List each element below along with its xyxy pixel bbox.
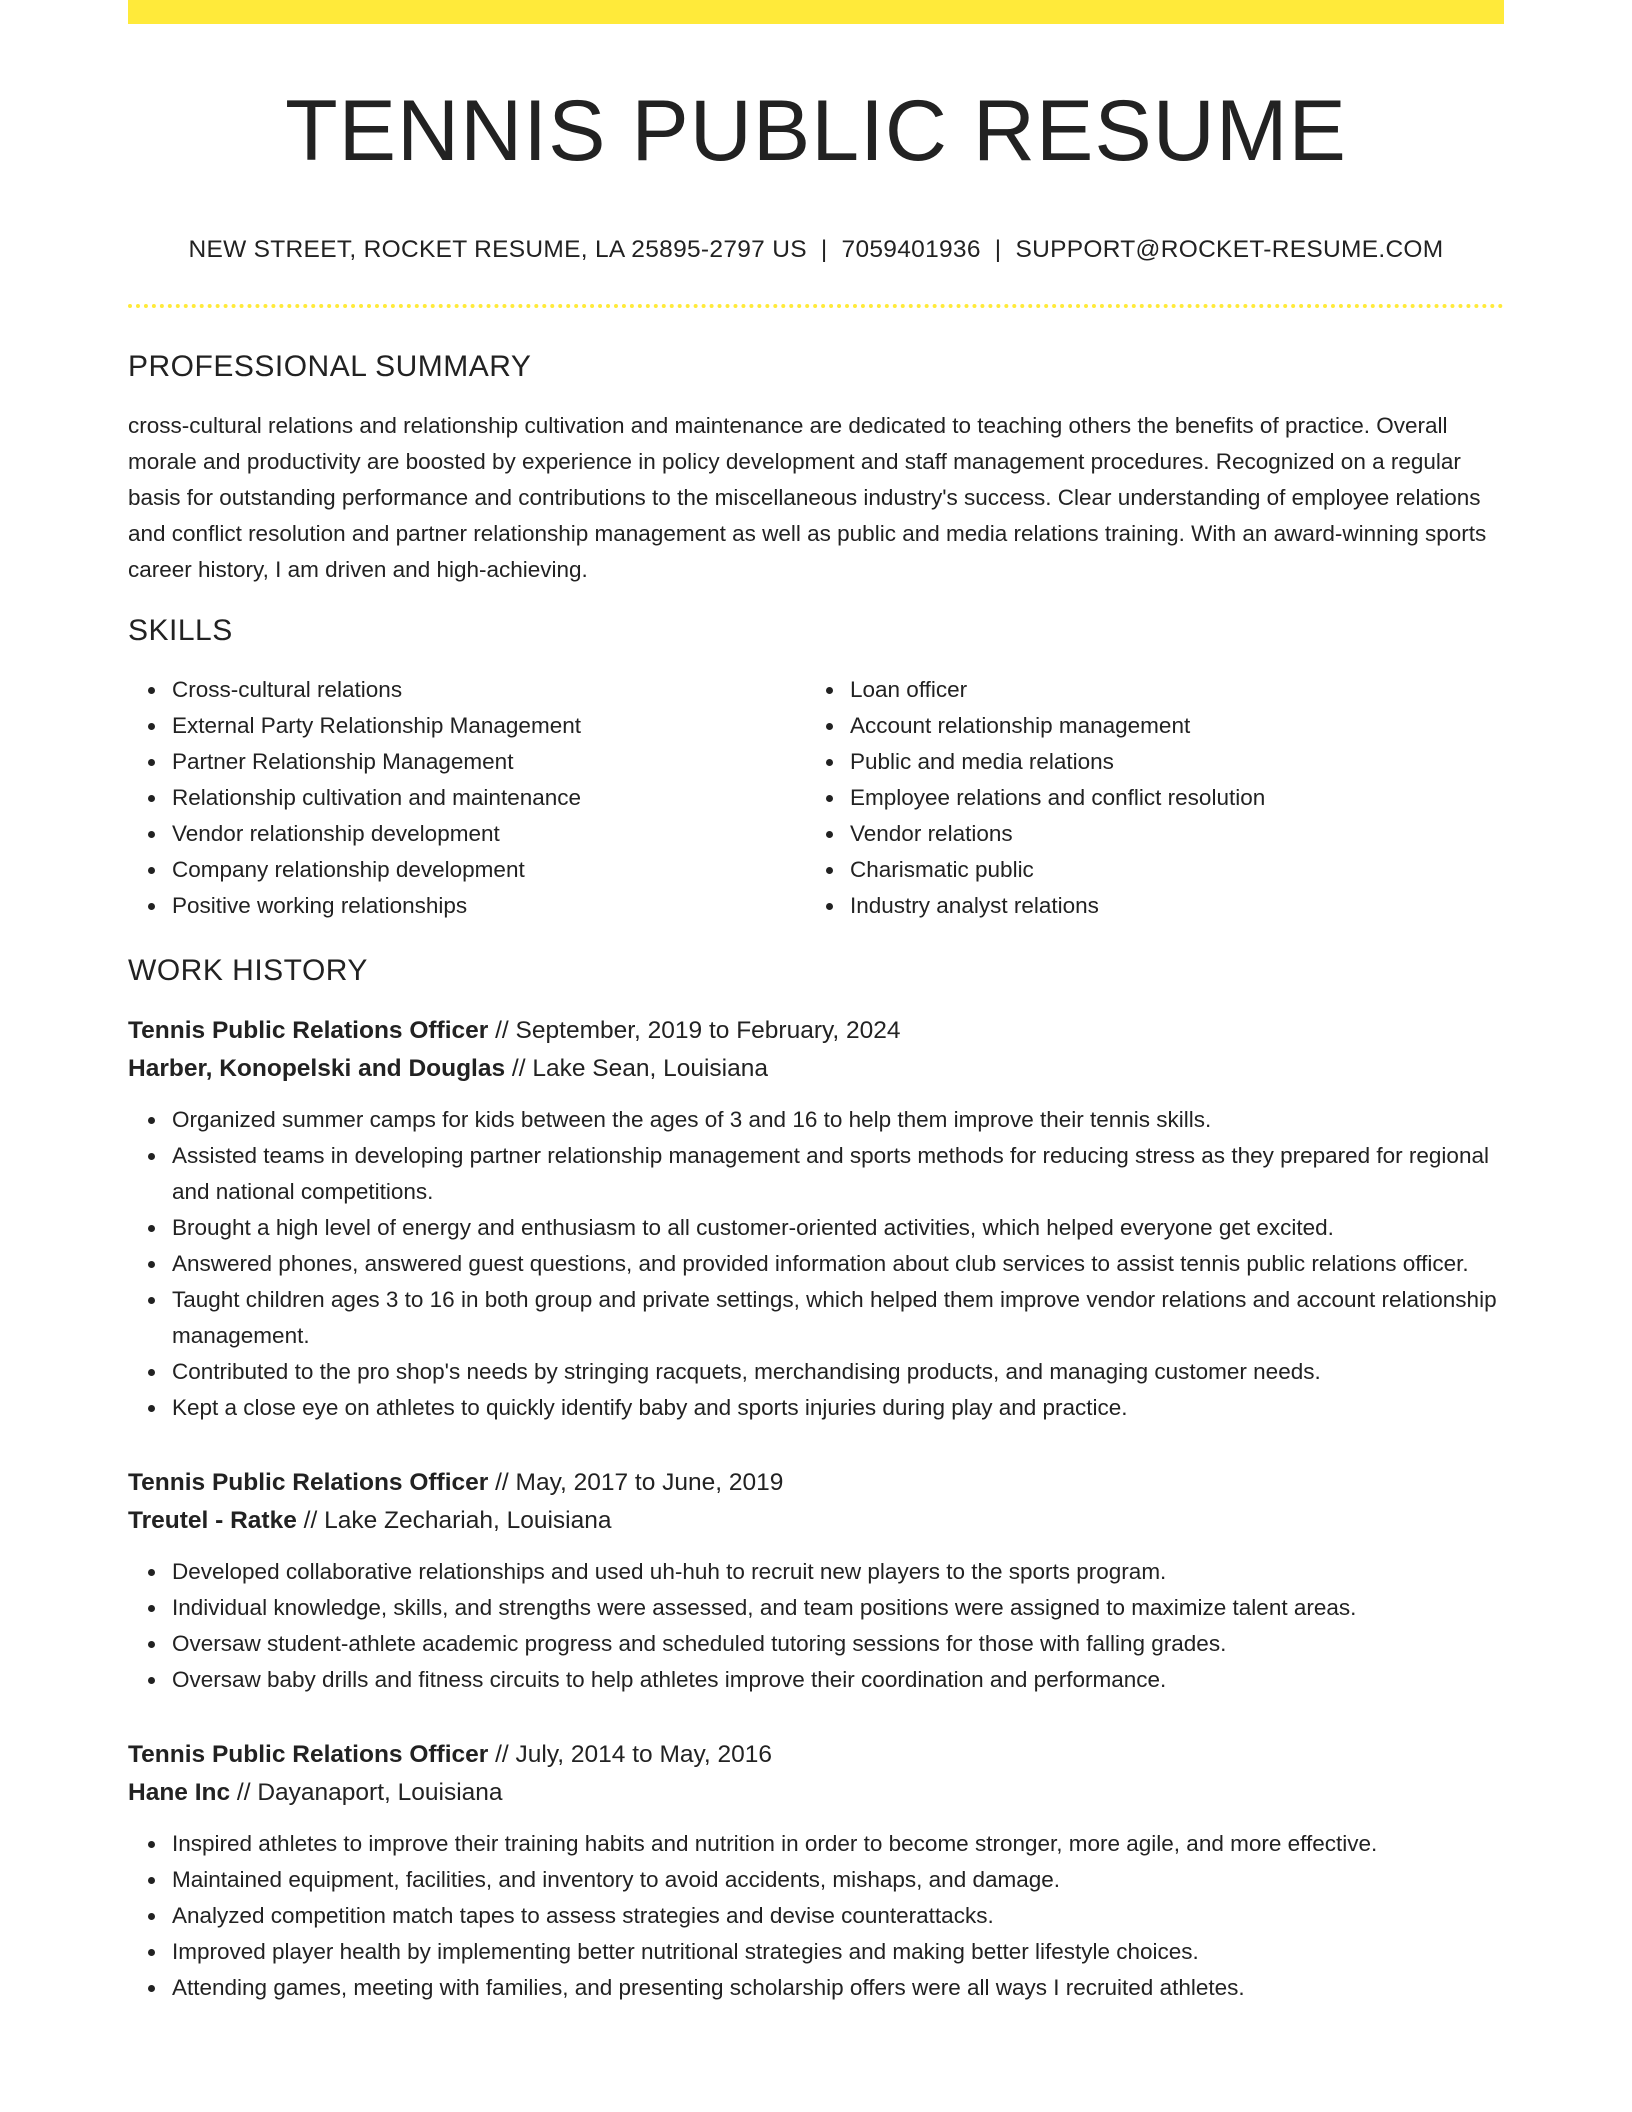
job-location: // Lake Zechariah, Louisiana xyxy=(296,1507,612,1535)
job-company-line xyxy=(128,1774,1504,1812)
job-company-line xyxy=(128,1050,1504,1088)
skills-section xyxy=(128,614,1504,924)
job-bullet: Individual knowledge, skills, and strengths were assessed, and team positions were assigned to maximize talent areas. xyxy=(172,1590,1504,1626)
job-bullet: Oversaw student-athlete academic progress and scheduled tutoring sessions for those with falling grades. xyxy=(172,1626,1504,1662)
job-entry xyxy=(128,1012,1504,1426)
job-bullet: Maintained equipment, facilities, and inventory to avoid accidents, mishaps, and damage. xyxy=(172,1862,1504,1898)
summary-text: cross-cultural relations and relationship cultivation and maintenance are dedicated to teaching others the benefits of practice. Overall morale and productivity are boosted by experience in policy development and staff management procedures. Recognized on a regular basis for outstanding performance and contributions to the miscellaneous industry's success. Clear understanding of employee relations and conflict resolution and partner relationship management as well as public and media relations training. With an award-winning sports career history, I am driven and high-achieving. xyxy=(128,413,1487,583)
job-bullets xyxy=(128,1554,1504,1698)
dotted-divider xyxy=(128,304,1504,308)
skill-item: Loan officer xyxy=(850,672,1484,708)
job-company: Harber, Konopelski and Douglas xyxy=(128,1055,506,1083)
contact-separator: | xyxy=(994,236,1002,264)
job-dates: // July, 2014 to May, 2016 xyxy=(488,1741,773,1769)
job-bullet: Developed collaborative relationships and used uh-huh to recruit new players to the sports program. xyxy=(172,1554,1504,1590)
skill-item: Vendor relationship development xyxy=(172,816,806,852)
summary-section xyxy=(128,350,1504,588)
skill-item: Relationship cultivation and maintenance xyxy=(172,780,806,816)
job-dates: // May, 2017 to June, 2019 xyxy=(488,1469,784,1497)
job-bullet: Answered phones, answered guest questions, and provided information about club services to assist tennis public relations officer. xyxy=(172,1246,1504,1282)
work-history-heading: WORK HISTORY xyxy=(128,954,368,988)
resume-page xyxy=(128,0,1504,2006)
job-role: Tennis Public Relations Officer xyxy=(128,1469,489,1497)
job-bullet: Contributed to the pro shop's needs by stringing racquets, merchandising products, and managing customer needs. xyxy=(172,1354,1504,1390)
job-entry xyxy=(128,1736,1504,2006)
job-bullet: Inspired athletes to improve their training habits and nutrition in order to become stronger, more agile, and more effective. xyxy=(172,1826,1504,1862)
job-company-line xyxy=(128,1502,1504,1540)
job-company: Hane Inc xyxy=(128,1779,231,1807)
skill-item: Charismatic public xyxy=(850,852,1484,888)
job-title-line xyxy=(128,1464,1504,1502)
skills-heading: SKILLS xyxy=(128,614,233,648)
job-bullet: Taught children ages 3 to 16 in both group and private settings, which helped them improve vendor relations and account relationship management. xyxy=(172,1282,1504,1354)
job-location: // Lake Sean, Louisiana xyxy=(505,1055,768,1083)
skill-item: External Party Relationship Management xyxy=(172,708,806,744)
skill-item: Employee relations and conflict resolution xyxy=(850,780,1484,816)
work-history-section xyxy=(128,954,1504,2006)
contact-separator: | xyxy=(820,236,828,264)
job-bullet: Kept a close eye on athletes to quickly identify baby and sports injuries during play and practice. xyxy=(172,1390,1504,1426)
job-dates: // September, 2019 to February, 2024 xyxy=(488,1017,901,1045)
job-location: // Dayanaport, Louisiana xyxy=(230,1779,503,1807)
job-bullet: Attending games, meeting with families, and presenting scholarship offers were all ways I recruited athletes. xyxy=(172,1970,1504,2006)
job-bullet: Oversaw baby drills and fitness circuits to help athletes improve their coordination and performance. xyxy=(172,1662,1504,1698)
summary-heading: PROFESSIONAL SUMMARY xyxy=(128,350,532,384)
skill-item: Public and media relations xyxy=(850,744,1484,780)
job-bullet: Assisted teams in developing partner relationship management and sports methods for reducing stress as they prepared for regional and national competitions. xyxy=(172,1138,1504,1210)
job-bullet: Organized summer camps for kids between the ages of 3 and 16 to help them improve their tennis skills. xyxy=(172,1102,1504,1138)
skill-item: Partner Relationship Management xyxy=(172,744,806,780)
skill-item: Company relationship development xyxy=(172,852,806,888)
resume-name: TENNIS PUBLIC RESUME xyxy=(285,83,1347,179)
job-bullets xyxy=(128,1102,1504,1426)
accent-top-bar xyxy=(128,0,1504,24)
job-title-line xyxy=(128,1736,1504,1774)
skill-item: Account relationship management xyxy=(850,708,1484,744)
skill-item: Cross-cultural relations xyxy=(172,672,806,708)
skills-list-left xyxy=(128,672,806,924)
contact-line xyxy=(128,236,1504,264)
skills-columns xyxy=(128,672,1504,924)
skill-item: Vendor relations xyxy=(850,816,1484,852)
job-company: Treutel - Ratke xyxy=(128,1507,297,1535)
skills-list-right xyxy=(806,672,1484,924)
job-bullet: Analyzed competition match tapes to assess strategies and devise counterattacks. xyxy=(172,1898,1504,1934)
contact-address: NEW STREET, ROCKET RESUME, LA 25895-2797 US xyxy=(188,236,807,264)
contact-email: SUPPORT@ROCKET-RESUME.COM xyxy=(1015,236,1444,264)
skill-item: Industry analyst relations xyxy=(850,888,1484,924)
job-role: Tennis Public Relations Officer xyxy=(128,1741,489,1769)
contact-phone: 7059401936 xyxy=(841,236,981,264)
job-bullet: Improved player health by implementing better nutritional strategies and making better lifestyle choices. xyxy=(172,1934,1504,1970)
skill-item: Positive working relationships xyxy=(172,888,806,924)
job-title-line xyxy=(128,1012,1504,1050)
job-entry xyxy=(128,1464,1504,1698)
job-role: Tennis Public Relations Officer xyxy=(128,1017,489,1045)
job-bullets xyxy=(128,1826,1504,2006)
job-bullet: Brought a high level of energy and enthusiasm to all customer-oriented activities, which helped everyone get excited. xyxy=(172,1210,1504,1246)
